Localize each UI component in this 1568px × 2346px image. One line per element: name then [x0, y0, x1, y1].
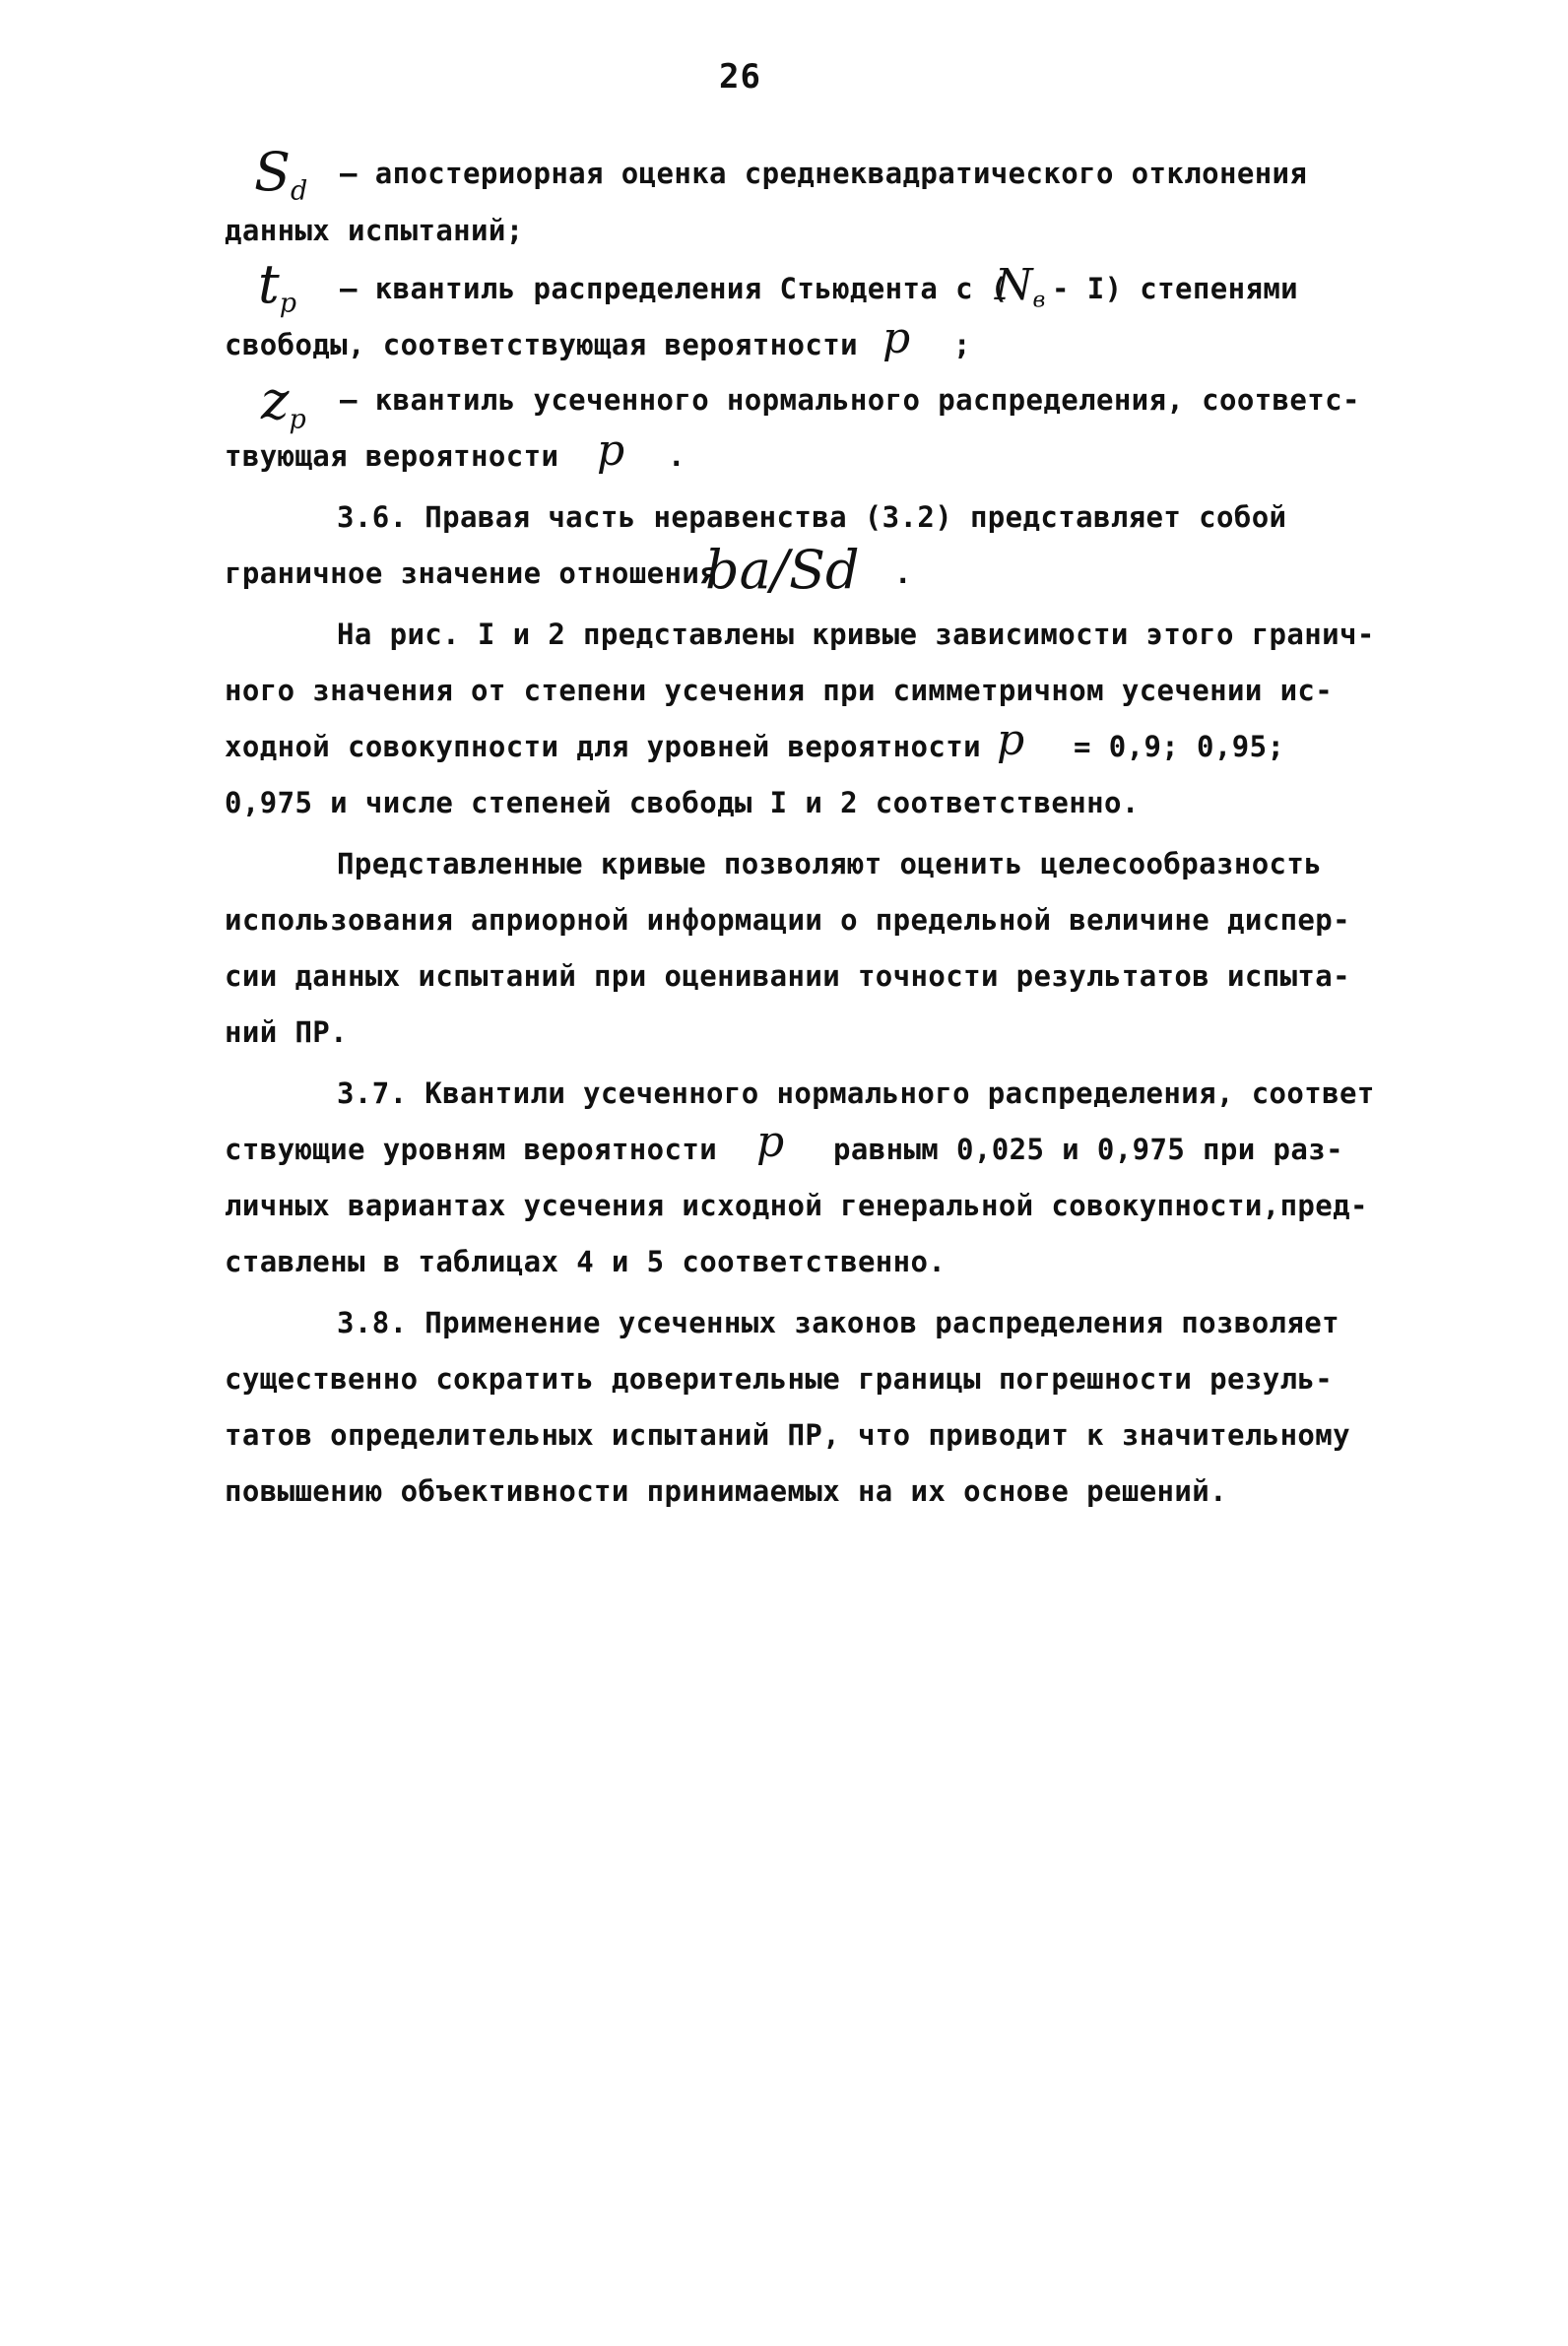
text-line-6a: твующая вероятности [225, 439, 559, 473]
symbol-ba-over-sd: ba/Sd [705, 539, 860, 601]
text-line-1: – апостериорная оценка среднеквадратического отклонения [340, 157, 1308, 190]
text-line-17: 3.7. Квантили усеченного нормального распределения, соответ [337, 1076, 1375, 1110]
symbol-p-4: p [756, 1117, 785, 1167]
text-line-8b: . [894, 556, 912, 590]
symbol-s-d-base: S [254, 141, 291, 203]
text-line-13: Представленные кривые позволяют оценить целесообразность [337, 847, 1323, 880]
text-line-15: сии данных испытаний при оценивании точности результатов испыта- [225, 959, 1351, 993]
symbol-p-3: p [997, 715, 1025, 765]
text-line-14: использования априорной информации о предельной величине диспер- [225, 903, 1351, 937]
text-line-18a: ствующие уровням вероятности [225, 1133, 718, 1166]
symbol-z-p-base: z [261, 369, 290, 431]
symbol-t-p-subscript: p [279, 288, 296, 319]
text-line-7: 3.6. Правая часть неравенства (3.2) представляет собой [337, 500, 1287, 534]
symbol-z-p-subscript: p [289, 404, 306, 435]
symbol-s-d-subscript: d [291, 175, 308, 207]
text-line-3b: - I) степенями [1052, 272, 1299, 305]
text-line-8a: граничное значение отношения [225, 556, 718, 590]
symbol-n-b-subscript: в [1032, 288, 1046, 313]
text-line-11b: = 0,9; 0,95; [1074, 730, 1285, 763]
text-line-23: татов определительных испытаний ПР, что приводит к значительному [225, 1418, 1351, 1452]
text-line-11a: ходной совокупности для уровней вероятности [225, 730, 981, 763]
text-line-22: существенно сократить доверительные границы погрешности резуль- [225, 1362, 1334, 1396]
text-line-16: ний ПР. [225, 1015, 349, 1049]
symbol-s-d [254, 141, 308, 207]
text-line-6b: . [668, 439, 686, 473]
symbol-p-1: p [882, 313, 911, 363]
symbol-n-b-base: N [995, 260, 1033, 310]
text-line-20: ставлены в таблицах 4 и 5 соответственно. [225, 1245, 947, 1278]
symbol-n-b [995, 260, 1046, 313]
text-line-3a: – квантиль распределения Стьюдента с ( [340, 272, 1009, 305]
symbol-p-2: p [597, 425, 625, 476]
text-line-2: данных испытаний; [225, 214, 524, 247]
page-number: 26 [719, 57, 761, 97]
text-line-24: повышению объективности принимаемых на их основе решений. [225, 1474, 1227, 1508]
symbol-z-p [261, 369, 306, 435]
text-line-5: – квантиль усеченного нормального распределения, соответс- [340, 383, 1360, 417]
text-line-19: личных вариантах усечения исходной генеральной совокупности,пред- [225, 1189, 1368, 1222]
text-line-4a: свободы, соответствующая вероятности [225, 328, 858, 361]
text-line-4b: ; [953, 328, 971, 361]
text-line-12: 0,975 и числе степеней свободы I и 2 соответственно. [225, 786, 1140, 819]
text-line-9: На рис. I и 2 представлены кривые зависимости этого гранич- [337, 618, 1375, 651]
symbol-t-p [258, 253, 296, 319]
text-line-18b: равным 0,025 и 0,975 при раз- [833, 1133, 1343, 1166]
text-line-21: 3.8. Применение усеченных законов распределения позволяет [337, 1306, 1339, 1339]
text-line-10: ного значения от степени усечения при симметричном усечении ис- [225, 674, 1334, 707]
symbol-t-p-base: t [258, 253, 280, 315]
